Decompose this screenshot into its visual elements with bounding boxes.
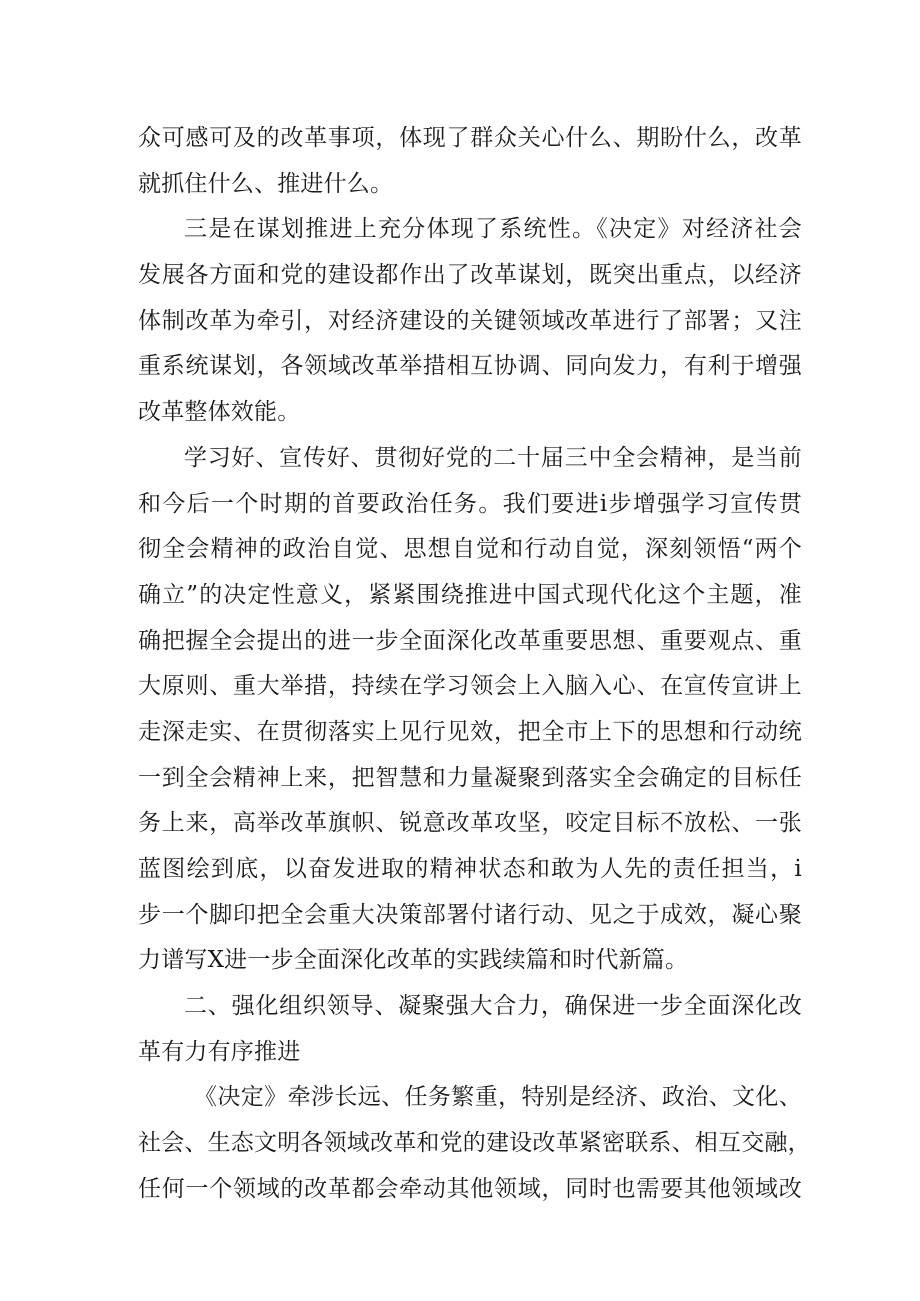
text-line: 大原则、重大举措，持续在学习领会上入脑入心、在宣传宣讲上 — [138, 673, 802, 700]
text-line: 蓝图绘到底，以奋发进取的精神状态和敢为人先的责任担当，i — [138, 856, 802, 882]
text-line: 重系统谋划，各领域改革举措相互协调、同向发力，有利于增强 — [138, 353, 802, 380]
text-line: 力谱写X进一步全面深化改革的实践续篇和时代新篇。 — [138, 947, 689, 974]
text-line: 一到全会精神上来，把智慧和力量凝聚到落实全会确定的目标任 — [138, 764, 802, 791]
text-line: 确立”的决定性意义，紧紧围绕推进中国式现代化这个主题，准 — [138, 581, 802, 608]
text-line: 众可感可及的改革事项，体现了群众关心什么、期盼什么，改革 — [138, 125, 802, 151]
text-line: 发展各方面和党的建设都作出了改革谋划，既突出重点，以经济 — [138, 262, 802, 289]
paragraph-start-line: 学习好、宣传好、贯彻好党的二十届三中全会精神，是当前 — [184, 444, 802, 471]
text-line: 任何一个领域的改革都会牵动其他领域，同时也需要其他领域改 — [138, 1175, 802, 1202]
text-line: 社会、生态文明各领域改革和党的建设改革紧密联系、相互交融， — [138, 1130, 811, 1157]
text-line: 确把握全会提出的进一步全面深化改革重要思想、重要观点、重 — [138, 627, 802, 654]
text-line: 体制改革为牵引，对经济建设的关键领域改革进行了部署；又注 — [138, 307, 802, 334]
paragraph-start-line: 三是在谋划推进上充分体现了系统性。《决定》对经济社会 — [184, 216, 802, 243]
text-line: 务上来，高举改革旗帜、锐意改革攻坚，咬定目标不放松、一张 — [138, 810, 802, 837]
section-heading-line: 二、强化组织领导、凝聚强大合力，确保进一步全面深化改 — [184, 993, 802, 1020]
paragraph-start-line: 《决定》牵涉长远、任务繁重，特别是经济、政治、文化、 — [194, 1084, 802, 1111]
text-line: 改革整体效能。 — [138, 399, 301, 426]
text-line: 和今后一个时期的首要政治任务。我们要进i步增强学习宣传贯 — [138, 490, 802, 517]
section-heading-line: 革有力有序推进 — [138, 1038, 301, 1065]
text-line: 走深走实、在贯彻落实上见行见效，把全市上下的思想和行动统 — [138, 718, 802, 745]
text-line: 步一个脚印把全会重大决策部署付诸行动、见之于成效，凝心聚 — [138, 901, 802, 928]
text-line: 就抓住什么、推进什么。 — [138, 170, 394, 197]
body-text — [138, 116, 811, 1213]
text-line: 彻全会精神的政治自觉、思想自觉和行动自觉，深刻领悟“两个 — [138, 536, 802, 563]
